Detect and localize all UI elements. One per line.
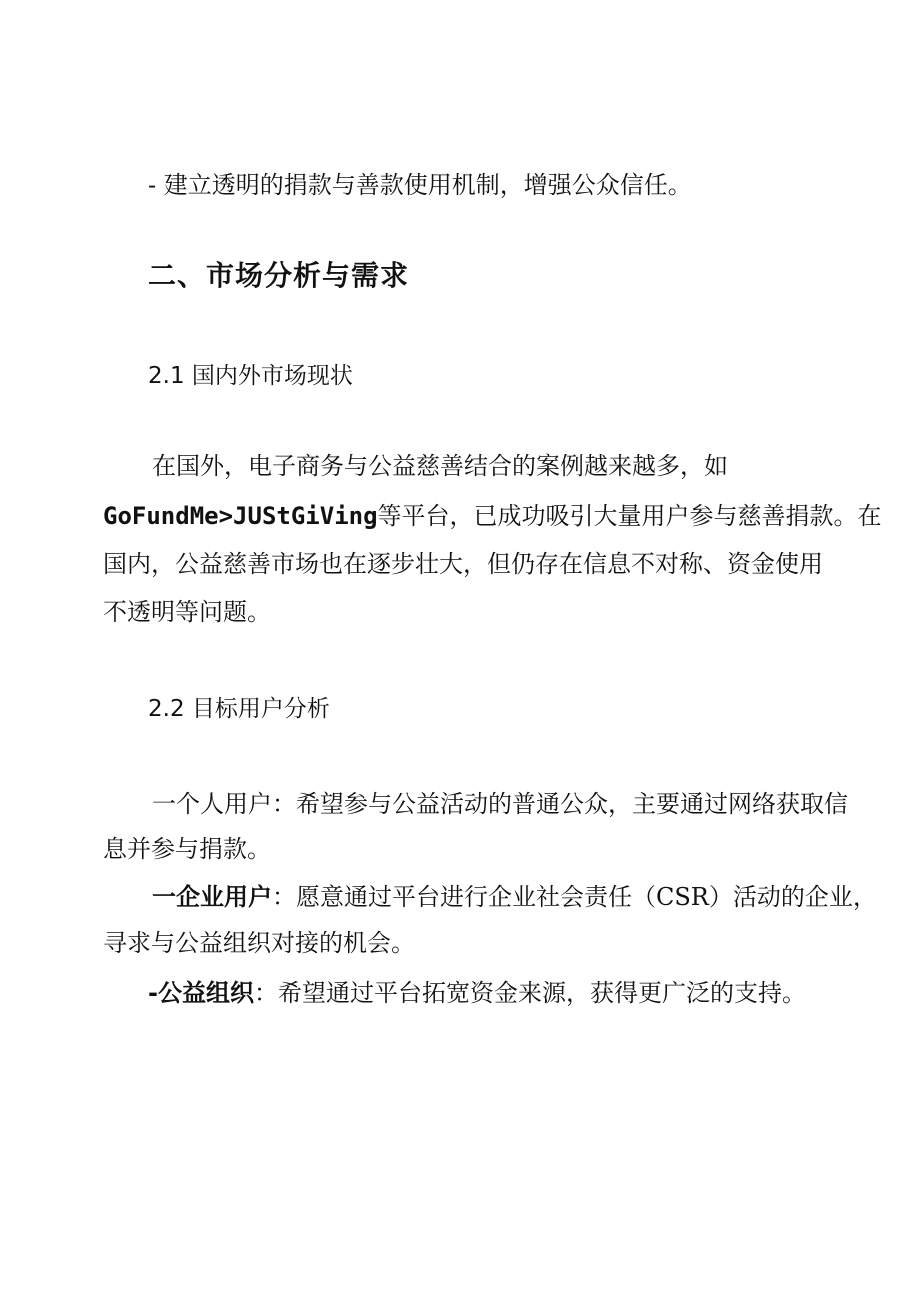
user-item-enterprise-line1 bbox=[152, 882, 877, 912]
user-item-individual-line2: 息并参与捐款。 bbox=[103, 835, 271, 863]
paragraph-market-line2 bbox=[103, 501, 882, 531]
paragraph-market-line2-rest: 等平台，已成功吸引大量用户参与慈善捐款。在 bbox=[377, 502, 882, 530]
user-item-individual-line1: 一个人用户：希望参与公益活动的普通公众，主要通过网络获取信 bbox=[152, 790, 848, 818]
user-item-charity bbox=[148, 978, 806, 1008]
section-title: 二、市场分析与需求 bbox=[148, 259, 410, 292]
subsection-heading-2-2: 2.2 目标用户分析 bbox=[148, 696, 330, 722]
charity-text: ：希望通过平台拓宽资金来源，获得更广泛的支持。 bbox=[253, 979, 806, 1007]
charity-label: -公益组织 bbox=[148, 979, 254, 1007]
paragraph-market-line3: 国内，公益慈善市场也在逐步壮大，但仍存在信息不对称、资金使用 bbox=[103, 550, 823, 578]
platform-names: GoFundMe>JUStGiVing bbox=[103, 502, 378, 530]
subsection-heading-2-1: 2.1 国内外市场现状 bbox=[148, 363, 353, 389]
user-item-enterprise-line2: 寻求与公益组织对接的机会。 bbox=[103, 929, 415, 957]
paragraph-market-line1: 在国外，电子商务与公益慈善结合的案例越来越多，如 bbox=[152, 452, 728, 480]
bullet-transparency: - 建立透明的捐款与善款使用机制，增强公众信任。 bbox=[148, 171, 692, 199]
paragraph-market-line4: 不透明等问题。 bbox=[103, 598, 271, 626]
enterprise-text: ：愿意通过平台进行企业社会责任（CSR）活动的企业， bbox=[272, 883, 877, 911]
enterprise-label: 一企业用户 bbox=[152, 883, 272, 911]
